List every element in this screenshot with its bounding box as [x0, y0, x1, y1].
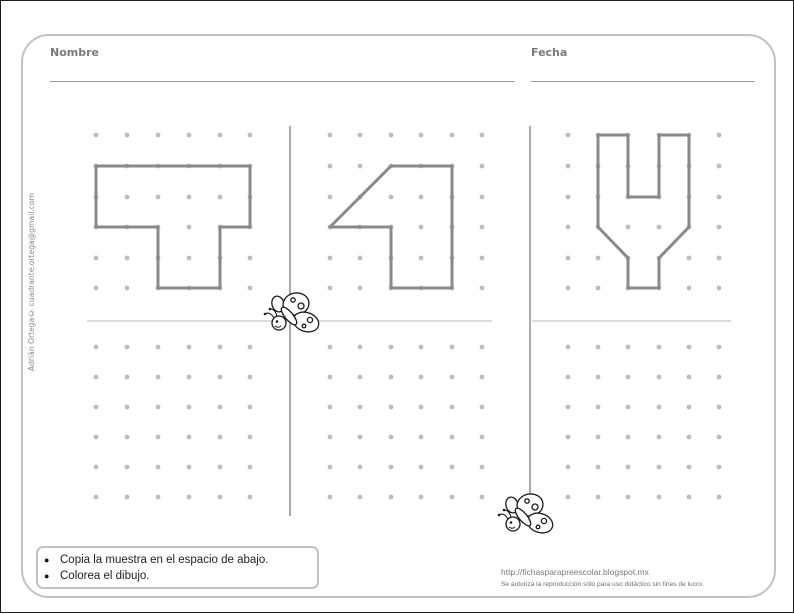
grid-dot: [94, 405, 99, 410]
grid-dot: [626, 345, 631, 350]
grid-dot: [328, 133, 333, 138]
grid-dot: [419, 225, 424, 230]
grid-dot: [687, 435, 692, 440]
grid-dot: [94, 375, 99, 380]
grid-dot: [187, 256, 192, 261]
grid-dot: [419, 195, 424, 200]
grid-dot: [419, 375, 424, 380]
grid-dot: [450, 405, 455, 410]
instruction-text: Copia la muestra en el espacio de abajo.: [60, 554, 269, 566]
grid-dot: [156, 195, 161, 200]
grid-dot: [626, 405, 631, 410]
grid-dot: [480, 164, 485, 169]
grid-dot: [596, 435, 601, 440]
grid-dot: [480, 375, 485, 380]
grid-dot: [687, 256, 692, 261]
grid-dot: [248, 465, 253, 470]
grid-dot: [156, 405, 161, 410]
grid-dot: [419, 345, 424, 350]
grid-dot: [187, 375, 192, 380]
grid-dot: [717, 164, 722, 169]
grid-dot: [596, 465, 601, 470]
grid-dot: [125, 375, 130, 380]
grid-dot: [566, 225, 571, 230]
grid-dot: [480, 345, 485, 350]
grid-dot: [389, 465, 394, 470]
grid-dot: [389, 405, 394, 410]
grid-dot: [717, 286, 722, 291]
grid-dot: [248, 495, 253, 500]
butterfly-illustration: [498, 492, 556, 536]
grid-dot: [717, 435, 722, 440]
grid-dot: [187, 195, 192, 200]
grid-dot: [94, 495, 99, 500]
grid-dot: [125, 495, 130, 500]
grid-dot: [596, 345, 601, 350]
grid-dot: [419, 495, 424, 500]
grid-dot: [187, 345, 192, 350]
instructions-box: [36, 546, 319, 589]
grid-dot: [358, 465, 363, 470]
grid-dot: [480, 465, 485, 470]
author-credit: Adrián Ortega© cuadrante.ortega@gmail.com: [27, 193, 36, 371]
grid-dot: [218, 435, 223, 440]
grid-dot: [125, 345, 130, 350]
grid-dot: [248, 133, 253, 138]
grid-dot: [248, 286, 253, 291]
grid-dot: [717, 405, 722, 410]
grid-dot: [358, 133, 363, 138]
grid-dot: [566, 164, 571, 169]
grid-dot: [450, 133, 455, 138]
grid-dot: [657, 435, 662, 440]
grid-dot: [626, 225, 631, 230]
grid-dot: [328, 286, 333, 291]
grid-dot: [358, 256, 363, 261]
grid-dot: [687, 465, 692, 470]
grid-dot: [717, 345, 722, 350]
grid-dot: [480, 225, 485, 230]
grid-dot: [187, 495, 192, 500]
model-shape-four: [330, 166, 452, 288]
grid-dot: [248, 256, 253, 261]
grid-dot: [125, 405, 130, 410]
grid-dot: [389, 345, 394, 350]
grid-dot: [328, 405, 333, 410]
grid-dot: [419, 465, 424, 470]
grid-dot: [125, 435, 130, 440]
grid-dot: [566, 465, 571, 470]
grid-dot: [657, 345, 662, 350]
grid-dot: [156, 465, 161, 470]
footer-url[interactable]: http://fichasparapreescolar.blogspot.mx: [501, 567, 649, 577]
grid-dot: [389, 133, 394, 138]
grid-dot: [358, 164, 363, 169]
grid-dot: [480, 195, 485, 200]
grid-dot: [358, 286, 363, 291]
grid-dot: [657, 495, 662, 500]
instruction-item: [44, 568, 317, 584]
grid-dot: [419, 256, 424, 261]
footer-note: Se autoriza la reproducción sólo para uso didáctico sin fines de lucro.: [501, 581, 704, 588]
grid-dot: [187, 225, 192, 230]
grid-dot: [328, 164, 333, 169]
grid-dot: [358, 495, 363, 500]
grid-dot: [156, 435, 161, 440]
grid-dot: [218, 405, 223, 410]
grid-dot: [480, 256, 485, 261]
grid-dot: [450, 465, 455, 470]
grid-dot: [94, 256, 99, 261]
model-shape-t: [96, 166, 250, 288]
grid-dot: [657, 225, 662, 230]
grid-dot: [125, 465, 130, 470]
grid-dot: [94, 465, 99, 470]
grid-dot: [657, 465, 662, 470]
grid-dot: [626, 375, 631, 380]
grid-dot: [218, 465, 223, 470]
grid-dot: [626, 435, 631, 440]
grid-dot: [687, 345, 692, 350]
grid-dot: [566, 133, 571, 138]
grid-dot: [218, 345, 223, 350]
name-label: Nombre: [50, 46, 99, 59]
grid-dot: [717, 195, 722, 200]
grid-dot: [187, 465, 192, 470]
grid-dot: [328, 435, 333, 440]
grid-dot: [389, 375, 394, 380]
grid-dot: [419, 405, 424, 410]
grid-dot: [125, 133, 130, 138]
grid-dot: [566, 405, 571, 410]
grid-dot: [328, 195, 333, 200]
grid-dot: [596, 495, 601, 500]
grid-dot: [389, 195, 394, 200]
grid-dot: [156, 345, 161, 350]
grid-dot: [218, 375, 223, 380]
grid-dot: [657, 405, 662, 410]
grid-dot: [717, 133, 722, 138]
grid-dot: [566, 286, 571, 291]
grid-dot: [218, 495, 223, 500]
grid-dot: [717, 375, 722, 380]
bullet-icon: ●: [44, 555, 50, 565]
grid-dot: [328, 495, 333, 500]
grid-dot: [566, 495, 571, 500]
grid-dot: [248, 345, 253, 350]
grid-dot: [450, 345, 455, 350]
grid-dot: [717, 225, 722, 230]
grid-dot: [94, 286, 99, 291]
instruction-item: [44, 552, 317, 568]
grid-dot: [125, 195, 130, 200]
grid-dot: [248, 405, 253, 410]
grid-dot: [156, 133, 161, 138]
grid-dot: [480, 405, 485, 410]
grid-dot: [626, 465, 631, 470]
grid-dot: [717, 495, 722, 500]
grid-dot: [328, 345, 333, 350]
grid-dot: [94, 345, 99, 350]
grid-dot: [687, 405, 692, 410]
grid-dot: [218, 195, 223, 200]
grid-dot: [687, 495, 692, 500]
grid-dot: [358, 405, 363, 410]
grid-dot: [596, 375, 601, 380]
grid-dot: [187, 435, 192, 440]
grid-dot: [328, 256, 333, 261]
grid-dot: [389, 435, 394, 440]
bullet-icon: ●: [44, 571, 50, 581]
model-shape-y: [598, 135, 689, 288]
grid-dot: [389, 495, 394, 500]
grid-dot: [187, 405, 192, 410]
grid-dot: [125, 256, 130, 261]
grid-dot: [717, 465, 722, 470]
grid-dot: [480, 495, 485, 500]
grid-dot: [717, 256, 722, 261]
grid-dot: [358, 345, 363, 350]
grid-dot: [566, 375, 571, 380]
grid-dot: [125, 286, 130, 291]
grid-dot: [94, 435, 99, 440]
grid-dot: [566, 435, 571, 440]
grid-dot: [419, 133, 424, 138]
dot-grid-drawing-area: [1, 1, 794, 614]
butterfly-illustration: [264, 291, 322, 335]
grid-dot: [156, 495, 161, 500]
grid-dot: [596, 286, 601, 291]
grid-dot: [596, 405, 601, 410]
grid-dot: [187, 133, 192, 138]
grid-dot: [450, 375, 455, 380]
grid-dot: [480, 286, 485, 291]
grid-dot: [480, 133, 485, 138]
grid-dot: [687, 375, 692, 380]
grid-dot: [480, 435, 485, 440]
grid-dot: [450, 495, 455, 500]
grid-dot: [566, 345, 571, 350]
grid-dot: [657, 375, 662, 380]
date-label: Fecha: [531, 46, 568, 59]
grid-dot: [450, 435, 455, 440]
grid-dot: [94, 133, 99, 138]
grid-dot: [358, 435, 363, 440]
grid-dot: [248, 435, 253, 440]
grid-dot: [566, 195, 571, 200]
grid-dot: [596, 256, 601, 261]
grid-dot: [626, 495, 631, 500]
grid-dot: [218, 133, 223, 138]
grid-dot: [328, 375, 333, 380]
grid-dot: [358, 375, 363, 380]
grid-dot: [248, 375, 253, 380]
instruction-text: Colorea el dibujo.: [60, 570, 150, 582]
grid-dot: [566, 256, 571, 261]
grid-dot: [328, 465, 333, 470]
grid-dot: [156, 375, 161, 380]
grid-dot: [419, 435, 424, 440]
grid-dot: [687, 286, 692, 291]
